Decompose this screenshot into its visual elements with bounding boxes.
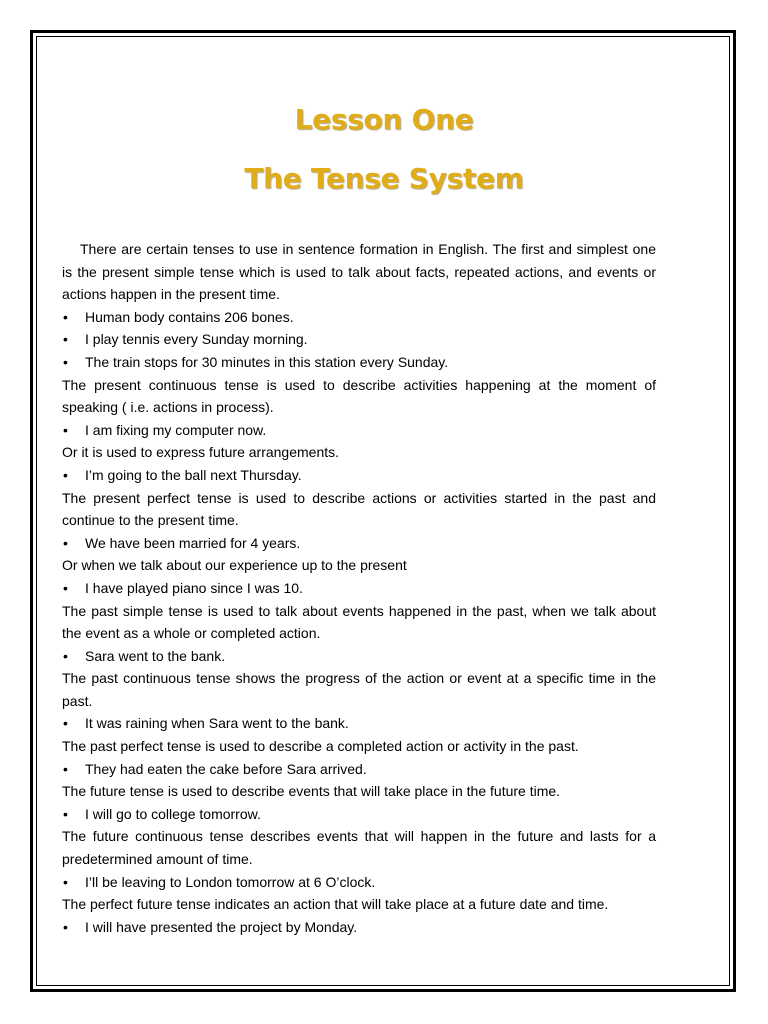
past-simple-examples: [62, 645, 656, 668]
example-item: • I’ll be leaving to London tomorrow at 6 O’clock.: [62, 871, 656, 894]
example-item: • The train stops for 30 minutes in this station every Sunday.: [62, 351, 656, 374]
present-continuous-future-examples: [62, 464, 656, 487]
example-item: • Sara went to the bank.: [62, 645, 656, 668]
past-continuous-examples: [62, 712, 656, 735]
past-continuous-description: The past continuous tense shows the progress of the action or event at a specific time in the past.: [62, 670, 656, 709]
present-continuous-examples: [62, 419, 656, 442]
example-item: • We have been married for 4 years.: [62, 532, 656, 555]
perfect-future-examples: [62, 916, 656, 939]
present-perfect-experience-examples: [62, 577, 656, 600]
future-continuous-examples: [62, 871, 656, 894]
example-item: • I am fixing my computer now.: [62, 419, 656, 442]
present-continuous-future-description: Or it is used to express future arrangements.: [62, 444, 340, 461]
example-item: • I play tennis every Sunday morning.: [62, 328, 656, 351]
past-perfect-description: The past perfect tense is used to describe a completed action or activity in the past.: [62, 738, 579, 755]
example-item: • I’m going to the ball next Thursday.: [62, 464, 656, 487]
future-description: The future tense is used to describe events that will take place in the future time.: [62, 783, 561, 800]
example-item: • Human body contains 206 bones.: [62, 306, 656, 329]
future-examples: [62, 803, 656, 826]
example-item: • It was raining when Sara went to the bank.: [62, 712, 656, 735]
example-item: • I will have presented the project by Monday.: [62, 916, 656, 939]
lesson-title: Lesson One: [294, 103, 474, 136]
past-simple-description: The past simple tense is used to talk about events happened in the past, when we talk about the event as a whole or completed action.: [62, 602, 656, 642]
past-perfect-examples: [62, 758, 656, 781]
example-item: • They had eaten the cake before Sara arrived.: [62, 758, 656, 781]
perfect-future-description: The perfect future tense indicates an action that will take place at a future date and time.: [62, 896, 609, 913]
example-item: • I will go to college tomorrow.: [62, 803, 656, 826]
present-simple-examples: [62, 306, 656, 374]
present-perfect-experience-description: Or when we talk about our experience up to the present: [62, 557, 407, 574]
example-item: • I have played piano since I was 10.: [62, 577, 656, 600]
lesson-subtitle: The Tense System: [244, 162, 524, 195]
lesson-body: [62, 238, 656, 938]
present-perfect-description: The present perfect tense is used to describe actions or activities started in the past and continue to the present time.: [62, 489, 656, 529]
present-perfect-examples: [62, 532, 656, 555]
future-continuous-description: The future continuous tense describes events that will happen in the future and lasts for a predetermined amount of time.: [62, 828, 656, 868]
intro-paragraph: There are certain tenses to use in sentence formation in English. The first and simplest one is the present simple tense which is used to talk about facts, repeated actions, and events or actions happen in the present time.: [62, 241, 656, 303]
present-continuous-description: The present continuous tense is used to describe activities happening at the moment of speaking ( i.e. actions in process).: [62, 376, 656, 416]
